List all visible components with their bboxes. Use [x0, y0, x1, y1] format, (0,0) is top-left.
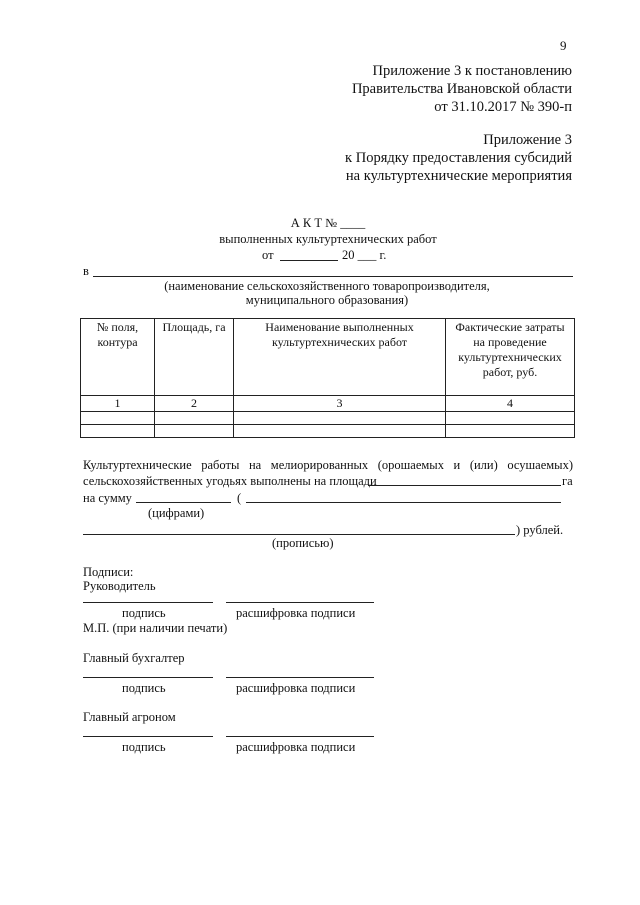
column-header-area: Площадь, га [155, 319, 234, 396]
table-cell[interactable] [234, 425, 446, 438]
body-line-2-text: сельскохозяйственных угодьях выполнены на площади [83, 474, 377, 488]
director-decode-field[interactable] [226, 602, 374, 603]
sum-words-field-2[interactable] [83, 534, 515, 535]
appendix-header-2-line2: к Порядку предоставления субсидий [345, 150, 572, 166]
area-field[interactable] [368, 485, 561, 486]
stamp-label: М.П. (при наличии печати) [83, 621, 228, 635]
agronomist-decode-field[interactable] [226, 736, 374, 737]
accountant-sign-label: подпись [122, 681, 166, 695]
table-cell[interactable] [81, 425, 155, 438]
agronomist-sign-label: подпись [122, 740, 166, 754]
accountant-signature-field[interactable] [83, 677, 213, 678]
director-signature-field[interactable] [83, 602, 213, 603]
table-row [81, 425, 575, 438]
column-header-field-number: № поля, контура [81, 319, 155, 396]
producer-note-line1: (наименование сельскохозяйственного товаропроизводителя, [164, 279, 490, 293]
column-number: 2 [155, 396, 234, 412]
producer-name-field[interactable] [93, 276, 573, 277]
body-line-2-unit: га [562, 474, 573, 488]
column-number: 1 [81, 396, 155, 412]
table-cell[interactable] [81, 412, 155, 425]
act-date-blank[interactable] [280, 260, 338, 261]
sum-digits-field[interactable] [136, 502, 231, 503]
act-subtitle: выполненных культуртехнических работ [219, 232, 437, 246]
works-table [80, 318, 575, 438]
appendix-header-1-line3: от 31.10.2017 № 390-п [434, 99, 572, 115]
table-cell[interactable] [446, 412, 575, 425]
digits-note: (цифрами) [148, 506, 205, 520]
act-in-label: в [83, 264, 89, 278]
agronomist-signature-field[interactable] [83, 736, 213, 737]
column-number: 3 [234, 396, 446, 412]
table-cell[interactable] [446, 425, 575, 438]
director-label: Руководитель [83, 579, 156, 593]
appendix-header-1 [352, 62, 572, 116]
appendix-header-2 [345, 131, 572, 185]
page-number: 9 [560, 38, 567, 53]
column-header-works-name: Наименование выполненных культуртехнических работ [234, 319, 446, 396]
producer-note-line2: муниципального образования) [245, 293, 409, 307]
appendix-header-1-line2: Правительства Ивановской области [351, 81, 572, 97]
sum-label: на сумму [83, 491, 132, 505]
act-title: А К Т № ____ [290, 216, 366, 230]
act-date-year: 20 ___ г. [342, 248, 387, 262]
agronomist-label: Главный агроном [83, 710, 176, 724]
table-header-row [81, 319, 575, 396]
words-note: (прописью) [272, 536, 334, 550]
table-cell[interactable] [155, 425, 234, 438]
table-cell[interactable] [155, 412, 234, 425]
column-header-costs: Фактические затраты на проведение культуртехнических работ, руб. [446, 319, 575, 396]
accountant-label: Главный бухгалтер [83, 651, 185, 665]
signatures-title: Подписи: [83, 565, 134, 579]
sum-open-paren: ( [237, 491, 242, 505]
body-line-1: Культуртехнические работы на мелиорированных (орошаемых и (или) осушаемых) [83, 458, 573, 472]
column-number: 4 [446, 396, 575, 412]
accountant-decode-field[interactable] [226, 677, 374, 678]
director-sign-label: подпись [122, 606, 166, 620]
table-number-row [81, 396, 575, 412]
sum-words-field-1[interactable] [246, 502, 561, 503]
table-row [81, 412, 575, 425]
table-cell[interactable] [234, 412, 446, 425]
act-date-from: от [262, 248, 274, 262]
accountant-decode-label: расшифровка подписи [236, 681, 356, 695]
rub-suffix: ) рублей. [516, 523, 564, 537]
appendix-header-1-line1: Приложение 3 к постановлению [372, 63, 572, 79]
director-decode-label: расшифровка подписи [236, 606, 356, 620]
agronomist-decode-label: расшифровка подписи [236, 740, 356, 754]
appendix-header-2-line1: Приложение 3 [483, 132, 572, 148]
appendix-header-2-line3: на культуртехнические мероприятия [345, 168, 572, 184]
